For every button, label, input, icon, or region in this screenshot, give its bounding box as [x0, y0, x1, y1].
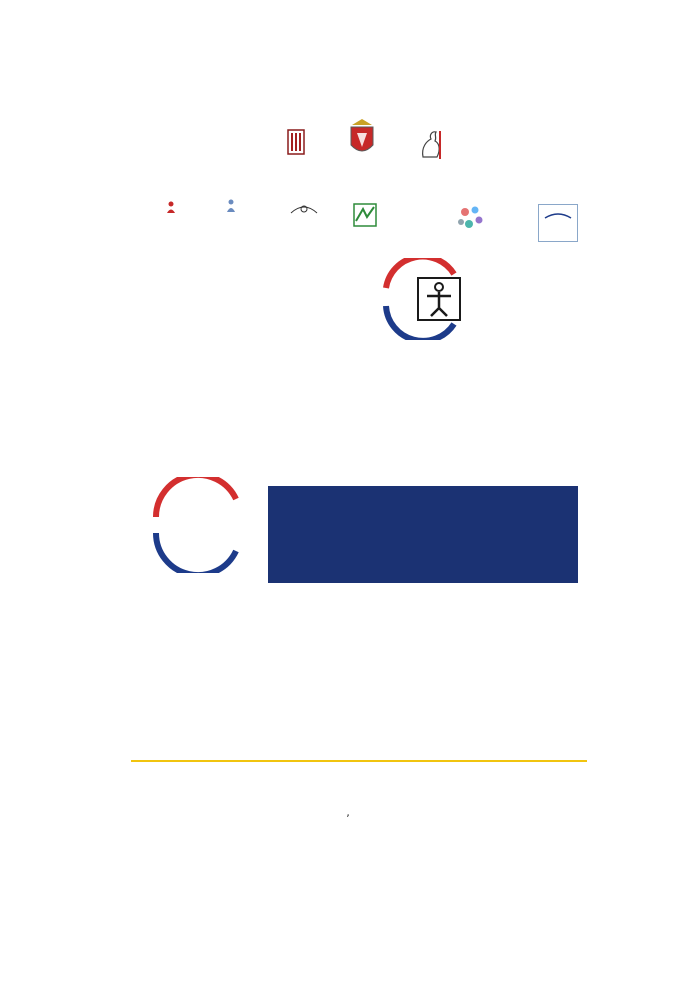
aned-logo: [378, 258, 466, 344]
sunflower-banner-bottom: [0, 861, 696, 981]
edition-ring: [150, 477, 246, 577]
usl-figure-icon: [164, 201, 178, 213]
assembly-banner: [268, 486, 578, 583]
regione-umbria-icon: [286, 128, 306, 158]
griffin-icon: [417, 127, 445, 163]
logo-provincia-perugia: [334, 117, 390, 163]
cesvol-credit: [633, 774, 663, 856]
provincia-perugia-crest-icon: [347, 117, 377, 159]
contacts-line3: ,: [346, 807, 350, 819]
divider: [131, 760, 587, 762]
sunflower-icon: [0, 861, 696, 981]
logo-regione-umbria: [262, 128, 330, 162]
amare-emblem-icon: [543, 210, 573, 220]
azienda-perugia-emblem-icon: [289, 203, 319, 215]
edition-ring-icon: [150, 477, 246, 573]
usl2-figure-icon: [224, 199, 238, 213]
rete-trapianti-icon: [457, 204, 485, 232]
aned-ring-icon: [378, 258, 466, 340]
sunflower-icon: [0, 0, 696, 110]
logo-azienda-perugia: [269, 200, 339, 219]
azienda-terni-icon: [353, 203, 377, 227]
sunflower-banner-top: [0, 0, 696, 110]
cesvol-logo-icon: [633, 774, 663, 856]
contacts-block: [0, 805, 696, 821]
logo-amare: [538, 204, 578, 242]
logo-griffin: [417, 127, 445, 167]
